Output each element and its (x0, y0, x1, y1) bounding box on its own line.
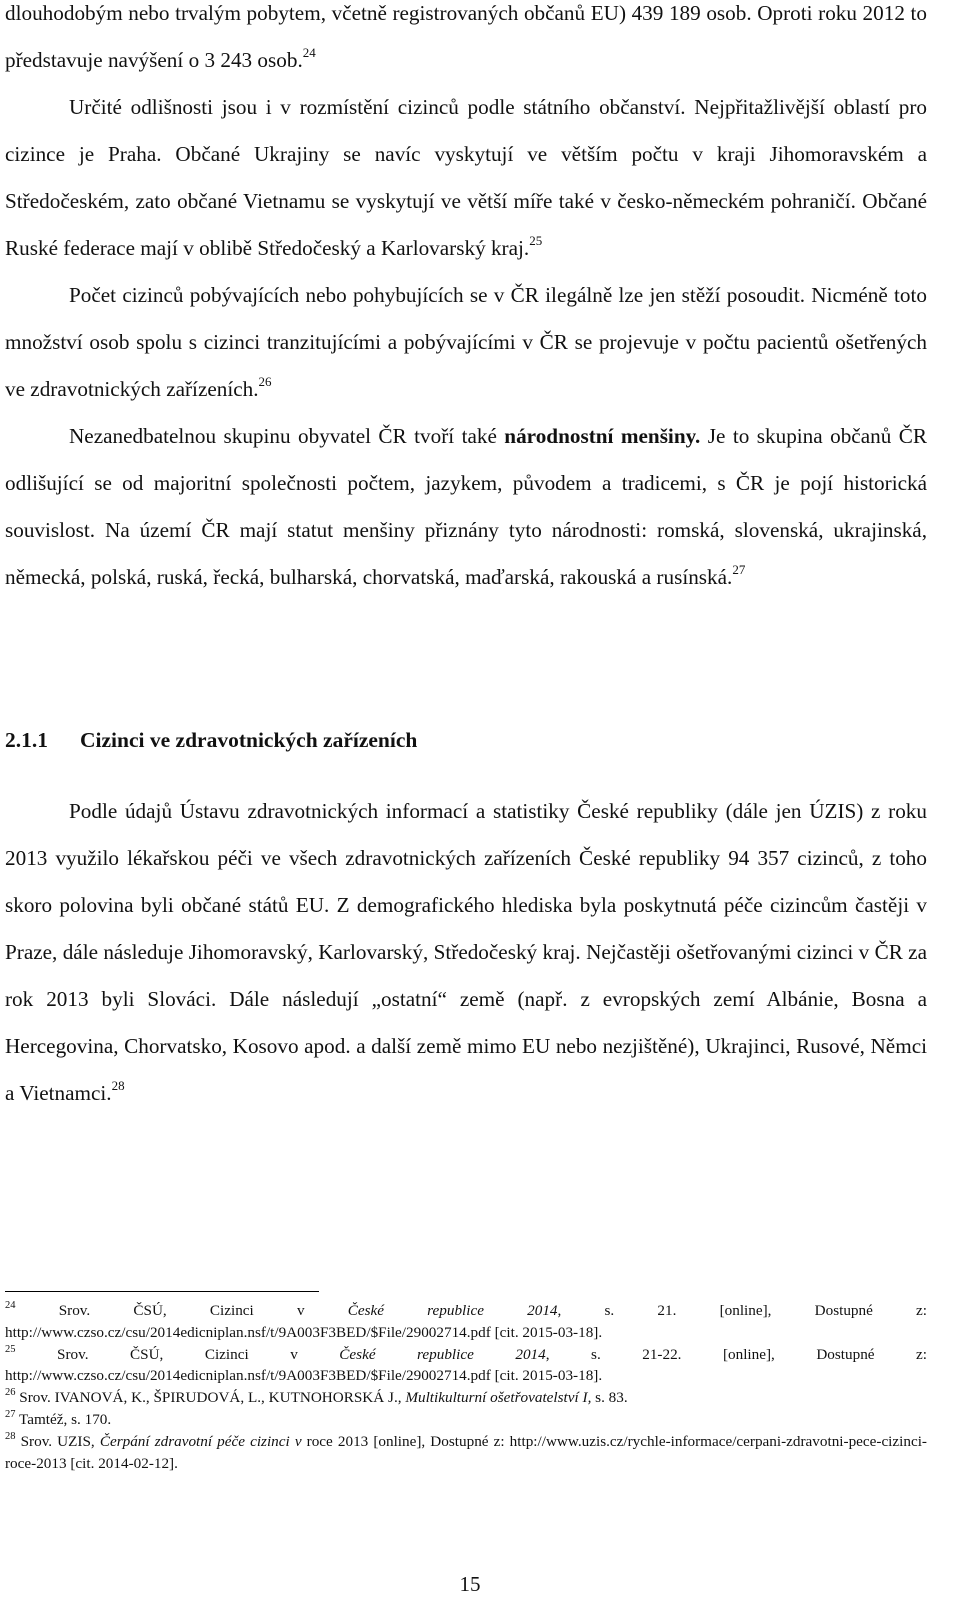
text-run: Srov. ČSÚ, Cizinci v (57, 1345, 340, 1363)
paragraph (5, 84, 927, 272)
text-run: Počet cizinců pobývajících nebo pohybujících se v ČR ilegálně lze jen stěží posoudit. Nicméně toto množství osob spolu s cizinci tranzitujícími a pobývajícími v ČR se projevuje v počtu pacientů ošetřených ve zdravotnických zařízeních. (5, 283, 927, 401)
footnote-number: 27 (5, 1408, 16, 1420)
text-run: , s. 21-22. [online], Dostupné z: http://www.czso.cz/csu/2014edicniplan.nsf/t/9A003F3BED/$File/29002714.pdf [cit. 2015-03-18]. (5, 1345, 928, 1385)
footnote-ref: 27 (732, 561, 746, 577)
footnote-number: 24 (5, 1299, 16, 1311)
text-run: Podle údajů Ústavu zdravotnických informací a statistiky České republiky (dále jen ÚZIS) z roku 2013 využilo lékařskou péči ve všech zdravotnických zařízeních České republiky 94 357 cizinců, z toho skoro polovina byli občané států EU. Z demografického hlediska byla poskytnutá péče cizincům častěji v Praze, dále následuje Jihomoravský, Karlovarský, Středočeský kraj. Nejčastěji ošetřovanými cizinci v ČR za rok 2013 byli Slováci. Dále následují „ostatní“ země (např. z evropských zemí Albánie, Bosna a Hercegovina, Chorvatsko, Kosovo apod. a další země mimo EU nebo nezjištěné), Ukrajinci, Rusové, Němci a Vietnamci. (5, 799, 927, 1105)
footnote-number: 25 (5, 1343, 16, 1355)
italic-text: České republice 2014 (339, 1345, 546, 1363)
text-run: , s. 21. [online], Dostupné z: http://www.czso.cz/csu/2014edicniplan.nsf/t/9A003F3BED/$File/29002714.pdf [cit. 2015-03-18]. (5, 1302, 927, 1341)
italic-text: Čerpání zdravotní péče cizinci v (99, 1432, 302, 1450)
section-number: 2.1.1 (5, 728, 48, 752)
footnote (5, 1431, 927, 1475)
footnote-ref: 24 (302, 44, 316, 60)
italic-text: Multikulturní ošetřovatelství I, (405, 1389, 592, 1407)
footnote (5, 1387, 927, 1409)
text-run: Srov. UZIS, (20, 1432, 100, 1450)
paragraph (5, 272, 927, 413)
footnote-number: 28 (5, 1430, 16, 1442)
paragraph (5, 413, 927, 601)
text-run: Nezanedbatelnou skupinu obyvatel ČR tvoří také (69, 424, 505, 448)
body-text-top (5, 0, 927, 601)
italic-text: České republice 2014 (347, 1302, 558, 1319)
text-run: dlouhodobým nebo trvalým pobytem, včetně registrovaných občanů EU) 439 189 osob. Oproti roku 2012 to představuje navýšení o 3 243 osob. (5, 1, 927, 72)
footnote-ref: 25 (529, 232, 543, 248)
body-text-bottom (5, 788, 927, 1117)
footnote (5, 1300, 927, 1344)
section-title: Cizinci ve zdravotnických zařízeních (80, 728, 418, 752)
text-run: Srov. IVANOVÁ, K., ŠPIRUDOVÁ, L., KUTNOHORSKÁ J., (19, 1389, 406, 1407)
footnote (5, 1409, 927, 1431)
footnote-ref: 26 (258, 373, 272, 389)
footnote-separator (5, 1291, 319, 1292)
text-run: Tamtéž, s. 170. (19, 1410, 112, 1428)
footnote-ref: 28 (111, 1077, 125, 1093)
paragraph (5, 788, 927, 1117)
footnote (5, 1344, 927, 1388)
text-run: s. 83. (591, 1389, 628, 1407)
page-number: 15 (459, 1572, 481, 1596)
text-run: Srov. ČSÚ, Cizinci v (58, 1302, 348, 1319)
text-run: Určité odlišnosti jsou i v rozmístění cizinců podle státního občanství. Nejpřitažlivější oblastí pro cizince je Praha. Občané Ukrajiny se navíc vyskytují ve větším počtu v kraji Jihomoravském a Středočeském, zato občané Vietnamu se vyskytují ve větší míře také v česko-německém pohraničí. Občané Ruské federace mají v oblibě Středočeský a Karlovarský kraj. (5, 95, 927, 260)
text-run: Je to skupina občanů ČR odlišující se od majoritní společnosti počtem, jazykem, původem a tradicemi, s ČR je pojí historická souvislost. Na území ČR mají statut menšiny přiznány tyto národnosti: romská, slovenská, ukrajinská, německá, polská, ruská, řecká, bulharská, chorvatská, maďarská, rakouská a rusínská. (5, 424, 927, 589)
text-run: roce 2013 [online], Dostupné z: http://www.uzis.cz/rychle-informace/cerpani-zdravotni-pece-cizinci-roce-2013 [cit. 2014-02-12]. (5, 1432, 927, 1472)
bold-text: národnostní menšiny. (504, 424, 701, 448)
section-heading (5, 728, 417, 753)
paragraph (5, 0, 927, 84)
footnotes (5, 1300, 927, 1474)
footnote-number: 26 (5, 1387, 16, 1399)
